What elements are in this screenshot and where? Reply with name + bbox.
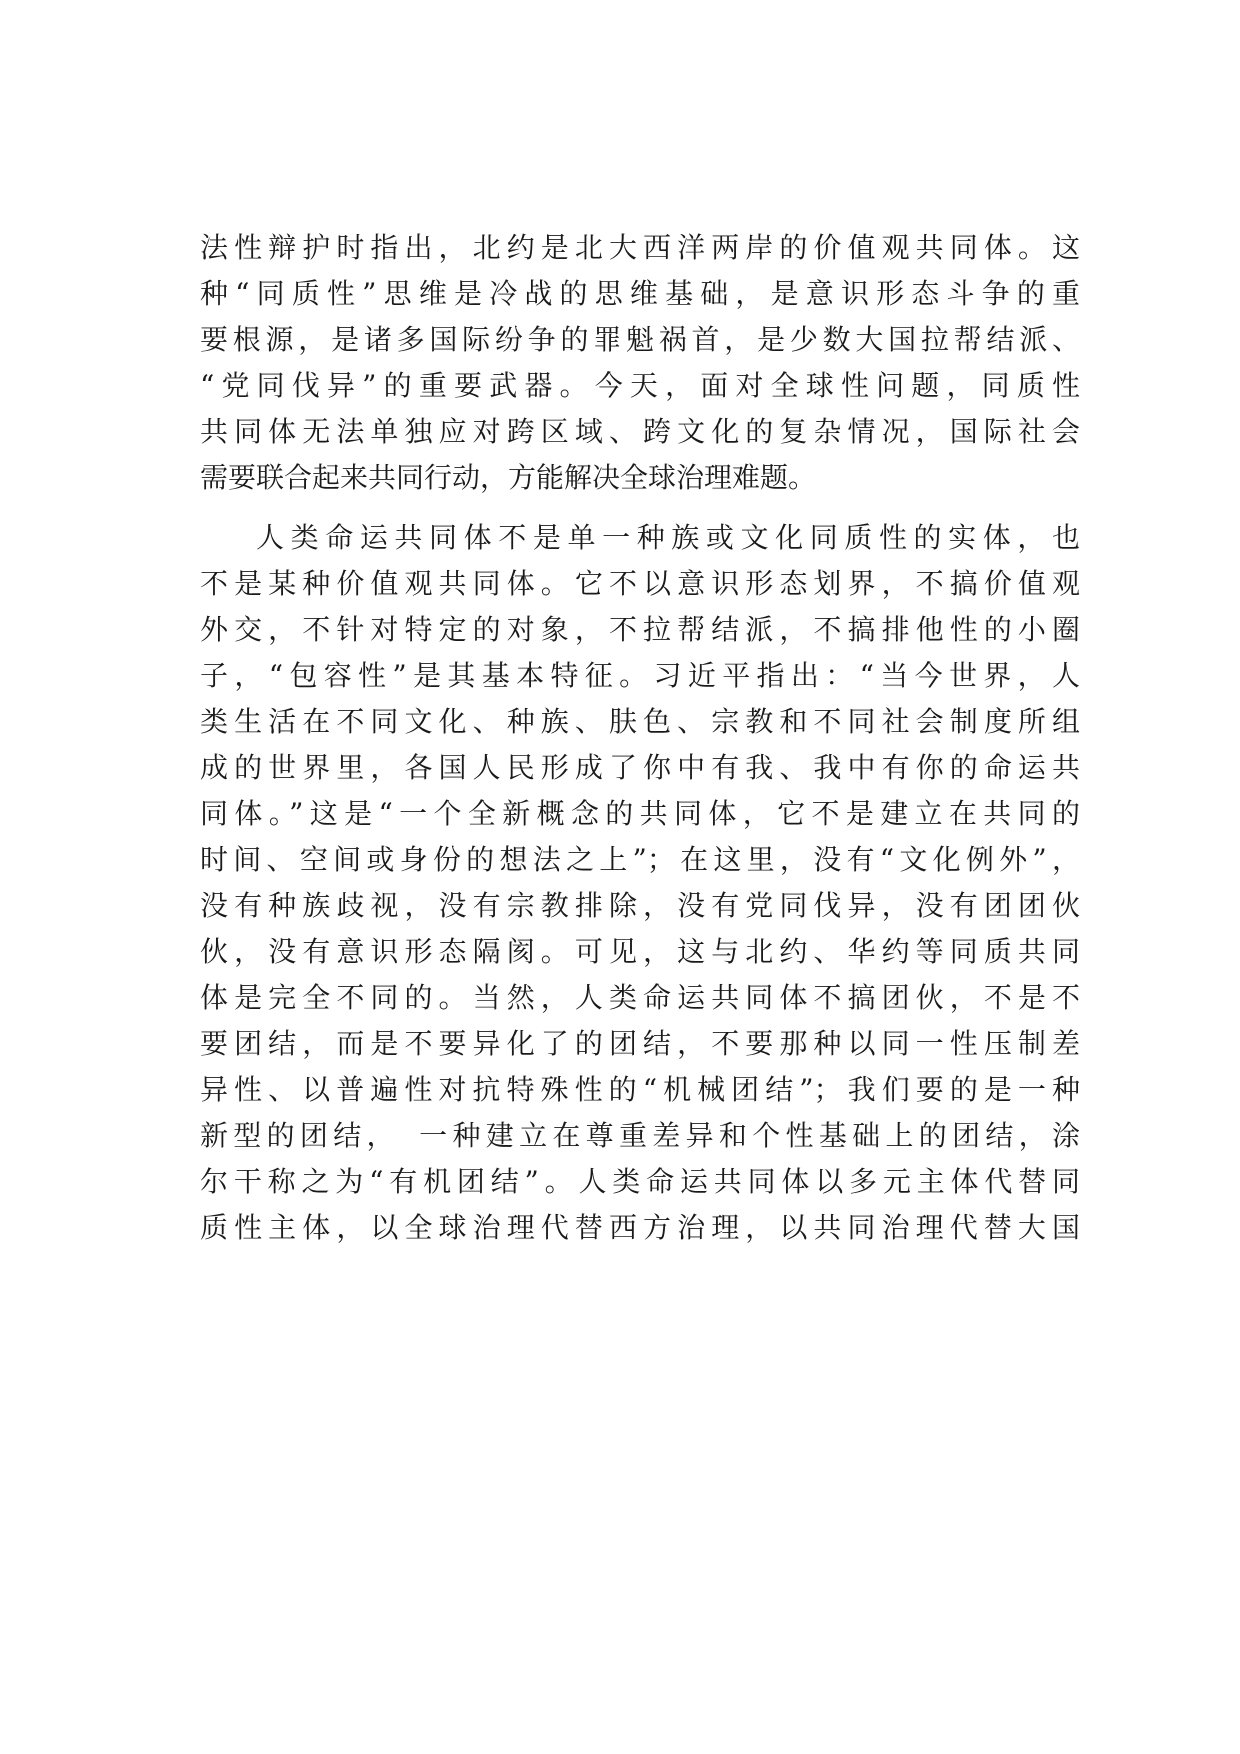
text-line: 类生活在不同文化、种族、肤色、宗教和不同社会制度所组 — [200, 705, 1080, 738]
paragraph-2 — [200, 515, 1080, 1251]
text-line: 法性辩护时指出，北约是北大西洋两岸的价值观共同体。这 — [200, 231, 1080, 264]
text-line: 共同体无法单独应对跨区域、跨文化的复杂情况，国际社会 — [200, 415, 1080, 448]
text-line: 成的世界里，各国人民形成了你中有我、我中有你的命运共 — [200, 751, 1080, 784]
text-line: 体是完全不同的。当然，人类命运共同体不搞团伙，不是不 — [200, 981, 1080, 1014]
text-line: 外交，不针对特定的对象，不拉帮结派，不搞排他性的小圈 — [200, 613, 1080, 646]
text-line: 子，“包容性”是其基本特征。习近平指出：“当今世界，人 — [200, 659, 1080, 692]
text-line: 新型的团结， 一种建立在尊重差异和个性基础上的团结，涂 — [200, 1119, 1080, 1152]
body-text — [200, 225, 1080, 1251]
text-line: 要根源，是诸多国际纷争的罪魁祸首，是少数大国拉帮结派、 — [200, 323, 1080, 356]
text-line: 不是某种价值观共同体。它不以意识形态划界，不搞价值观 — [200, 567, 1080, 600]
text-line: 伙，没有意识形态隔阂。可见，这与北约、华约等同质共同 — [200, 935, 1080, 968]
text-line: “党同伐异”的重要武器。今天，面对全球性问题，同质性 — [200, 369, 1080, 402]
text-line: 种“同质性”思维是冷战的思维基础，是意识形态斗争的重 — [200, 277, 1080, 310]
text-line: 尔干称之为“有机团结”。人类命运共同体以多元主体代替同 — [200, 1165, 1080, 1198]
text-line: 时间、空间或身份的想法之上”；在这里，没有“文化例外”， — [200, 843, 1080, 876]
text-line: 人类命运共同体不是单一种族或文化同质性的实体，也 — [256, 521, 1080, 554]
text-line: 质性主体，以全球治理代替西方治理，以共同治理代替大国 — [200, 1211, 1080, 1244]
paragraph-1 — [200, 225, 1080, 501]
text-line: 异性、以普遍性对抗特殊性的“机械团结”；我们要的是一种 — [200, 1073, 1080, 1106]
text-line: 同体。”这是“一个全新概念的共同体，它不是建立在共同的 — [200, 797, 1080, 830]
text-line: 要团结，而是不要异化了的团结，不要那种以同一性压制差 — [200, 1027, 1080, 1060]
text-line: 需要联合起来共同行动，方能解决全球治理难题。 — [200, 461, 817, 494]
paragraph-gap — [200, 501, 1080, 515]
text-line: 没有种族歧视，没有宗教排除，没有党同伐异，没有团团伙 — [200, 889, 1080, 922]
